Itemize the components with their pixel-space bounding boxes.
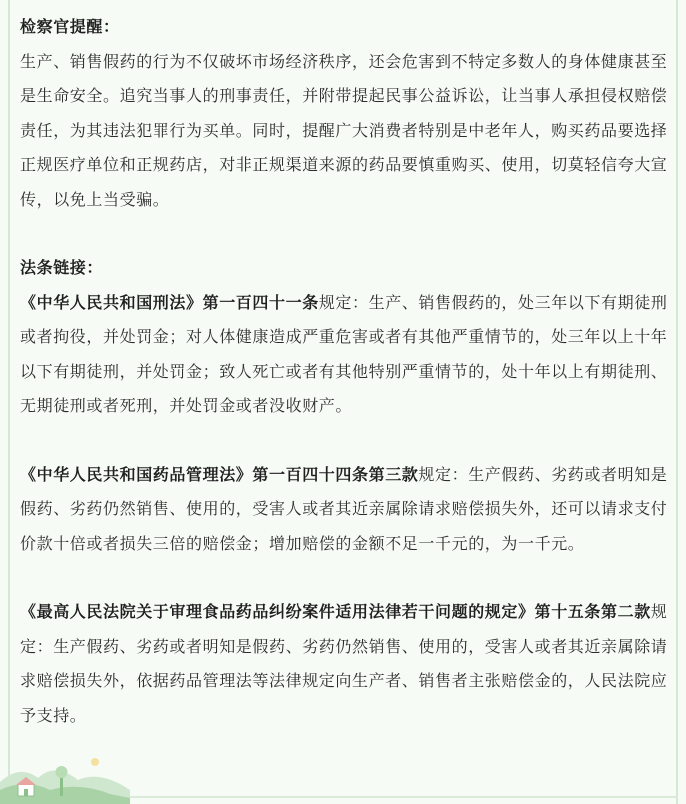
reminder-heading: 检察官提醒：: [20, 17, 120, 36]
legal-item-title: 《中华人民共和国刑法》第一百四十一条: [20, 292, 319, 312]
spacer: [20, 217, 670, 251]
spacer: [20, 561, 670, 595]
legal-heading: 法条链接：: [20, 258, 104, 277]
legal-item-title: 《最高人民法院关于审理食品药品纠纷案件适用法律若干问题的规定》第十五条第二款: [20, 602, 651, 621]
article-body: [20, 10, 670, 733]
legal-item-text: 规定：生产、销售假药的，处三年以下有期徒刑或者拘役，并处罚金；对人体健康造成严重危害或者有其他严重情节的，处三年以上十年以下有期徒刑，并处罚金；致人死亡或者有其他特别严重情节的，处十年以上有期徒刑、无期徒刑或者死刑，并处罚金或者没收财产。: [20, 292, 668, 415]
reminder-paragraph: 生产、销售假药的行为不仅破坏市场经济秩序，还会危害到不特定多数人的身体健康甚至是生命安全。追究当事人的刑事责任，并附带提起民事公益诉讼，让当事人承担侵权赔偿责任，为其违法犯罪行为买单。同时，提醒广大消费者特别是中老年人，购买药品要选择正规医疗单位和正规药店，对非正规渠道来源的药品要慎重购买、使用，切莫轻信夸大宣传，以免上当受骗。: [20, 51, 668, 209]
frame-right-border: [676, 0, 678, 804]
legal-item-text: 规定：生产假药、劣药或者明知是假药、劣药仍然销售、使用的，受害人或者其近亲属除请求赔偿损失外，还可以请求支付价款十倍或者损失三倍的赔偿金；增加赔偿的金额不足一千元的，为一千元。: [20, 464, 668, 553]
landscape-illustration: [0, 744, 130, 804]
legal-item-criminal-law: [20, 286, 670, 424]
spacer: [20, 424, 670, 458]
legal-item-drug-law: [20, 458, 670, 562]
legal-item-text: 规定：生产假药、劣药或者明知是假药、劣药仍然销售、使用的，受害人或者其近亲属除请求赔偿损失外，依据药品管理法等法律规定向生产者、销售者主张赔偿金的，人民法院应予支持。: [20, 602, 668, 725]
legal-item-title: 《中华人民共和国药品管理法》第一百四十四条第三款: [20, 464, 419, 484]
legal-item-supreme-court-rule: [20, 595, 670, 733]
frame-left-border: [8, 0, 10, 804]
